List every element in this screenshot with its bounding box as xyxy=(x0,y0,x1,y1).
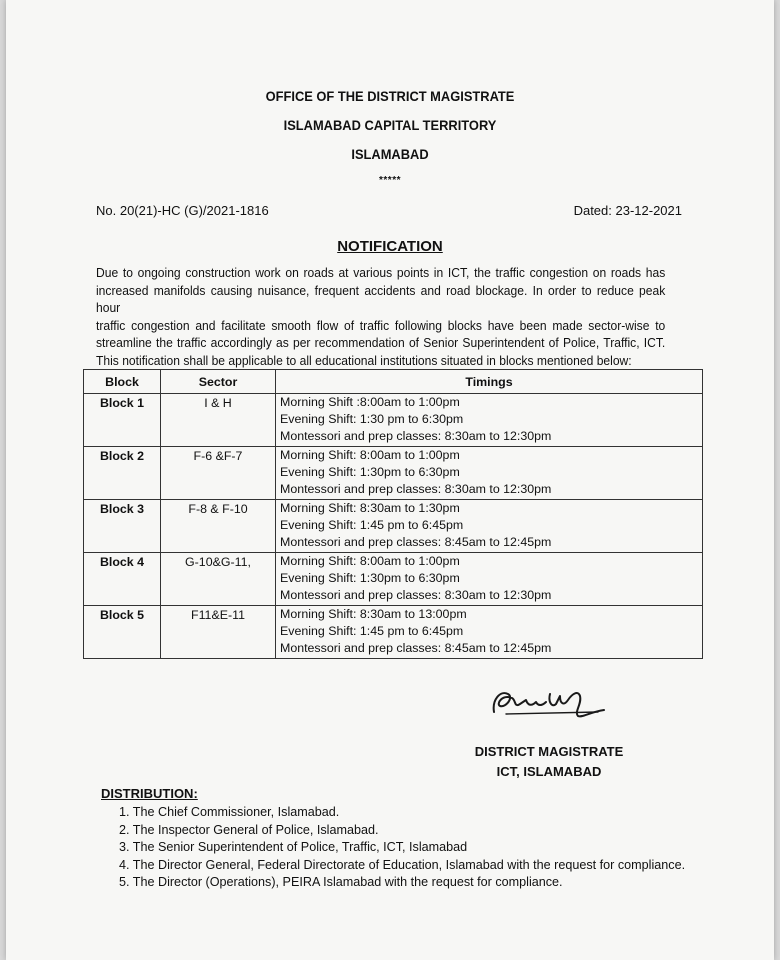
list-item: 2. The Inspector General of Police, Islamabad. xyxy=(119,822,379,837)
body-line: streamline the traffic accordingly as per recommendation of Senior Superintendent of Police, Traffic, ICT. xyxy=(96,336,666,350)
office-heading: OFFICE OF THE DISTRICT MAGISTRATE xyxy=(265,88,515,104)
date-line: Dated: 23-12-2021 xyxy=(573,203,682,218)
body-line: This notification shall be applicable to all educational institutions situated in blocks mentioned below: xyxy=(96,353,632,368)
distribution-list xyxy=(119,804,685,892)
prep-classes: Montessori and prep classes: 8:30am to 12:30pm xyxy=(280,429,552,443)
evening-shift: Evening Shift: 1:30 pm to 6:30pm xyxy=(280,412,464,426)
city-heading: ISLAMABAD xyxy=(351,146,429,162)
evening-shift: Evening Shift: 1:30pm to 6:30pm xyxy=(280,465,460,479)
prep-classes: Montessori and prep classes: 8:45am to 12:45pm xyxy=(280,535,552,549)
table-row xyxy=(84,447,703,500)
evening-shift: Evening Shift: 1:45 pm to 6:45pm xyxy=(280,624,464,638)
header-timings: Timings xyxy=(276,370,703,394)
morning-shift: Morning Shift: 8:30am to 1:30pm xyxy=(280,501,460,515)
timings-cell xyxy=(276,394,703,447)
reference-number: No. 20(21)-HC (G)/2021-1816 xyxy=(96,203,269,218)
block-cell: Block 3 xyxy=(84,500,161,553)
morning-shift: Morning Shift :8:00am to 1:00pm xyxy=(280,395,460,409)
list-item: 3. The Senior Superintendent of Police, Traffic, ICT, Islamabad xyxy=(119,840,468,854)
sector-cell: F-6 &F-7 xyxy=(161,447,276,500)
header-block: Block xyxy=(84,370,161,394)
table-row xyxy=(84,500,703,553)
body-line: increased manifolds causing nuisance, frequent accidents and road blockage. In order to reduce peak hour xyxy=(96,283,666,315)
evening-shift: Evening Shift: 1:45 pm to 6:45pm xyxy=(280,518,464,532)
block-cell: Block 2 xyxy=(84,447,161,500)
body-line: Due to ongoing construction work on roads at various points in ICT, the traffic congestion on roads has xyxy=(96,266,666,280)
table-row xyxy=(84,394,703,447)
prep-classes: Montessori and prep classes: 8:30am to 12:30pm xyxy=(280,482,552,496)
list-item: 5. The Director (Operations), PEIRA Islamabad with the request for compliance. xyxy=(119,875,563,889)
prep-classes: Montessori and prep classes: 8:30am to 12:30pm xyxy=(280,588,552,602)
distribution-heading: DISTRIBUTION: xyxy=(101,786,198,801)
timings-cell xyxy=(276,447,703,500)
sector-cell: G-10&G-11, xyxy=(161,553,276,606)
sector-cell: I & H xyxy=(161,394,276,447)
morning-shift: Morning Shift: 8:00am to 1:00pm xyxy=(280,448,460,462)
body-paragraph xyxy=(96,265,665,370)
signatory-location: ICT, ISLAMABAD xyxy=(496,764,602,779)
block-cell: Block 5 xyxy=(84,606,161,659)
document-page xyxy=(6,0,774,960)
timings-table xyxy=(83,369,703,659)
timings-cell xyxy=(276,500,703,553)
sector-cell: F11&E-11 xyxy=(161,606,276,659)
timings-cell xyxy=(276,606,703,659)
morning-shift: Morning Shift: 8:30am to 13:00pm xyxy=(280,607,467,621)
signature-icon xyxy=(486,682,616,722)
territory-heading: ISLAMABAD CAPITAL TERRITORY xyxy=(283,117,497,133)
body-line: traffic congestion and facilitate smooth flow of traffic following blocks have been made sector-wise to xyxy=(96,318,666,333)
table-header-row xyxy=(84,370,703,394)
table-row xyxy=(84,606,703,659)
timings-cell xyxy=(276,553,703,606)
notification-title: NOTIFICATION xyxy=(337,238,443,255)
signatory-title: DISTRICT MAGISTRATE xyxy=(474,744,624,759)
block-cell: Block 1 xyxy=(84,394,161,447)
sector-cell: F-8 & F-10 xyxy=(161,500,276,553)
table-row xyxy=(84,553,703,606)
block-cell: Block 4 xyxy=(84,553,161,606)
list-item: 4. The Director General, Federal Directorate of Education, Islamabad with the request for compliance. xyxy=(119,857,686,872)
morning-shift: Morning Shift: 8:00am to 1:00pm xyxy=(280,554,460,568)
list-item: 1. The Chief Commissioner, Islamabad. xyxy=(119,805,340,819)
prep-classes: Montessori and prep classes: 8:45am to 12:45pm xyxy=(280,641,552,655)
evening-shift: Evening Shift: 1:30pm to 6:30pm xyxy=(280,571,460,585)
header-sector: Sector xyxy=(161,370,276,394)
stars-separator: ***** xyxy=(379,175,401,186)
